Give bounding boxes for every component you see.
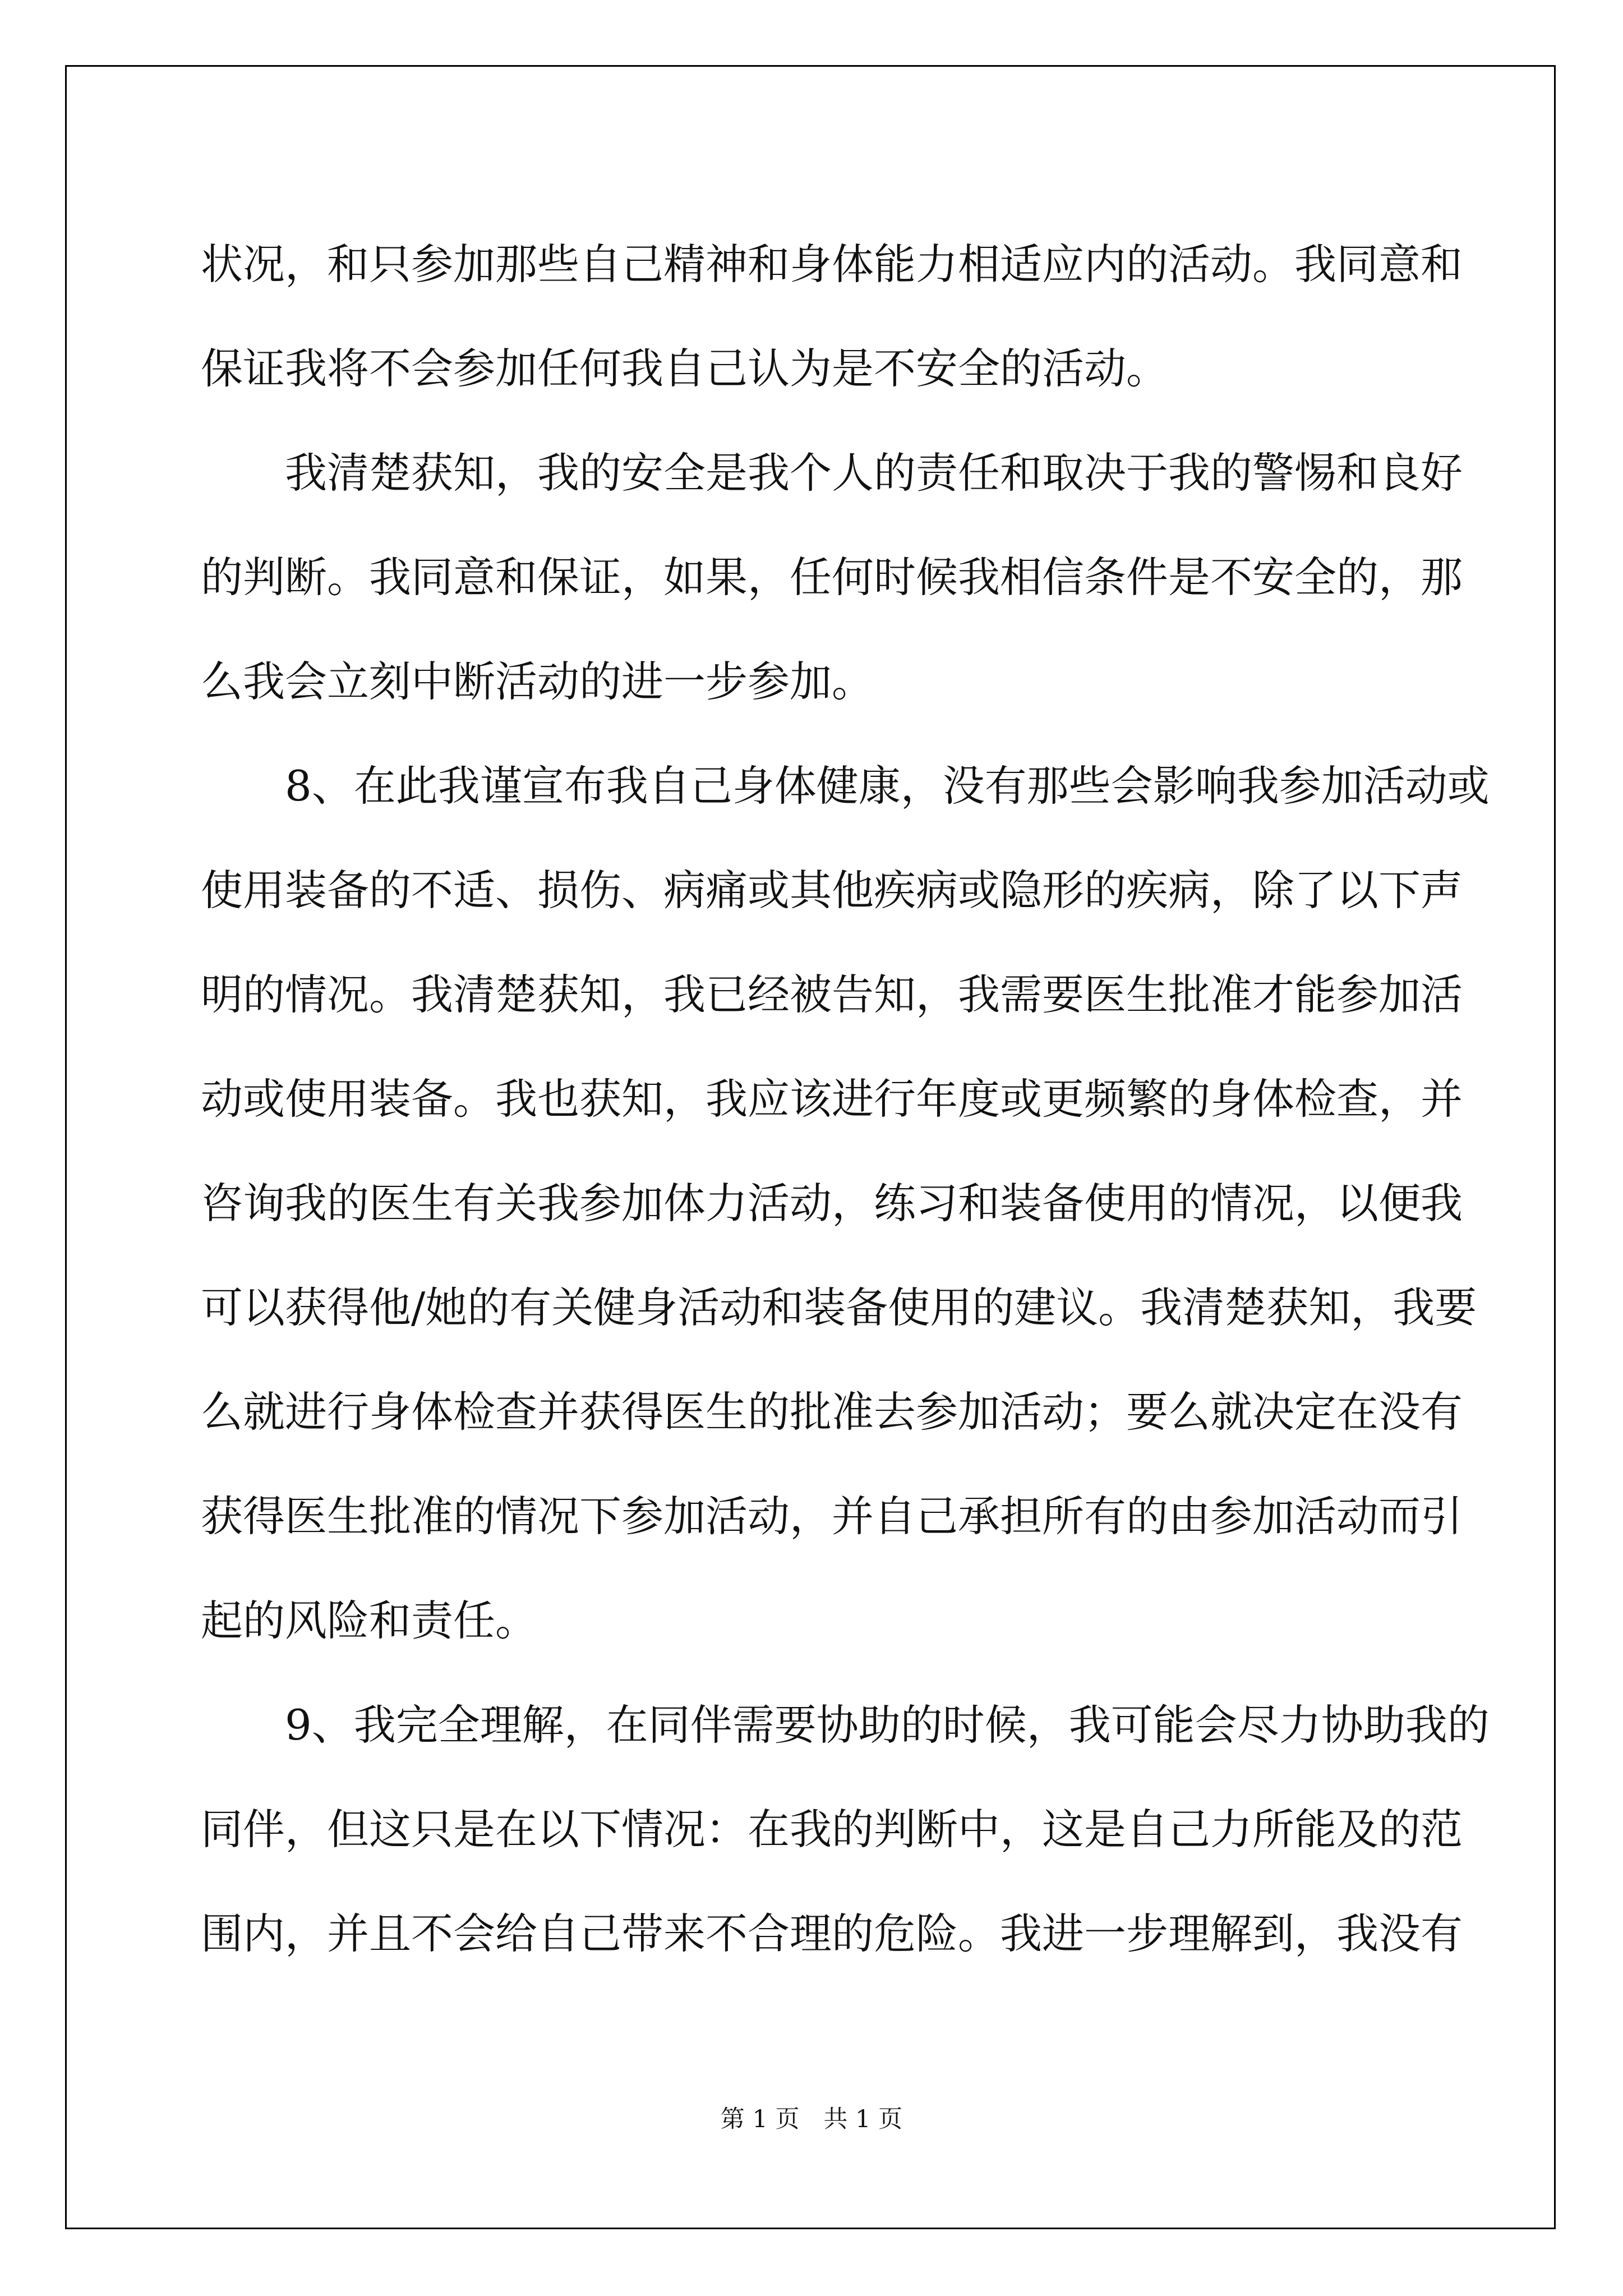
- text-line: 使用装备的不适、损伤、病痛或其他疾病或隐形的疾病，除了以下声: [201, 866, 1463, 915]
- text-line: 同伴，但这只是在以下情况：在我的判断中，这是自己力所能及的范: [201, 1805, 1463, 1854]
- text-line: 9、我完全理解，在同伴需要协助的时候，我可能会尽力协助我的: [201, 1700, 1490, 1750]
- text-line: 动或使用装备。我也获知，我应该进行年度或更频繁的身体检查，并: [201, 1074, 1463, 1124]
- text-line: 可以获得他/她的有关健身活动和装备使用的建议。我清楚获知，我要: [201, 1283, 1477, 1332]
- text-line: 明的情况。我清楚获知，我已经被告知，我需要医生批准才能参加活: [201, 970, 1463, 1019]
- page-number: 第 1 页 共 1 页: [720, 2105, 903, 2133]
- text-line: 8、在此我谨宣布我自己身体健康，没有那些会影响我参加活动或: [201, 761, 1490, 811]
- text-line: 状况，和只参加那些自己精神和身体能力相适应内的活动。我同意和: [201, 240, 1463, 289]
- text-line: 获得医生批准的情况下参加活动，并自己承担所有的由参加活动而引: [201, 1492, 1463, 1541]
- text-line: 我清楚获知，我的安全是我个人的责任和取决于我的警惕和良好: [201, 448, 1463, 498]
- text-line: 围内，并且不会给自己带来不合理的危险。我进一步理解到，我没有: [201, 1909, 1463, 1958]
- text-line: 么我会立刻中断活动的进一步参加。: [201, 657, 874, 706]
- text-line: 的判断。我同意和保证，如果，任何时候我相信条件是不安全的，那: [201, 553, 1463, 602]
- document-body: [201, 212, 1490, 1986]
- text-line: 起的风险和责任。: [201, 1596, 538, 1645]
- text-line: 咨询我的医生有关我参加体力活动，练习和装备使用的情况，以便我: [201, 1179, 1463, 1228]
- text-line: 么就进行身体检查并获得医生的批准去参加活动；要么就决定在没有: [201, 1387, 1463, 1437]
- text-line: 保证我将不会参加任何我自己认为是不安全的活动。: [201, 344, 1169, 393]
- page-footer: [0, 2100, 1623, 2134]
